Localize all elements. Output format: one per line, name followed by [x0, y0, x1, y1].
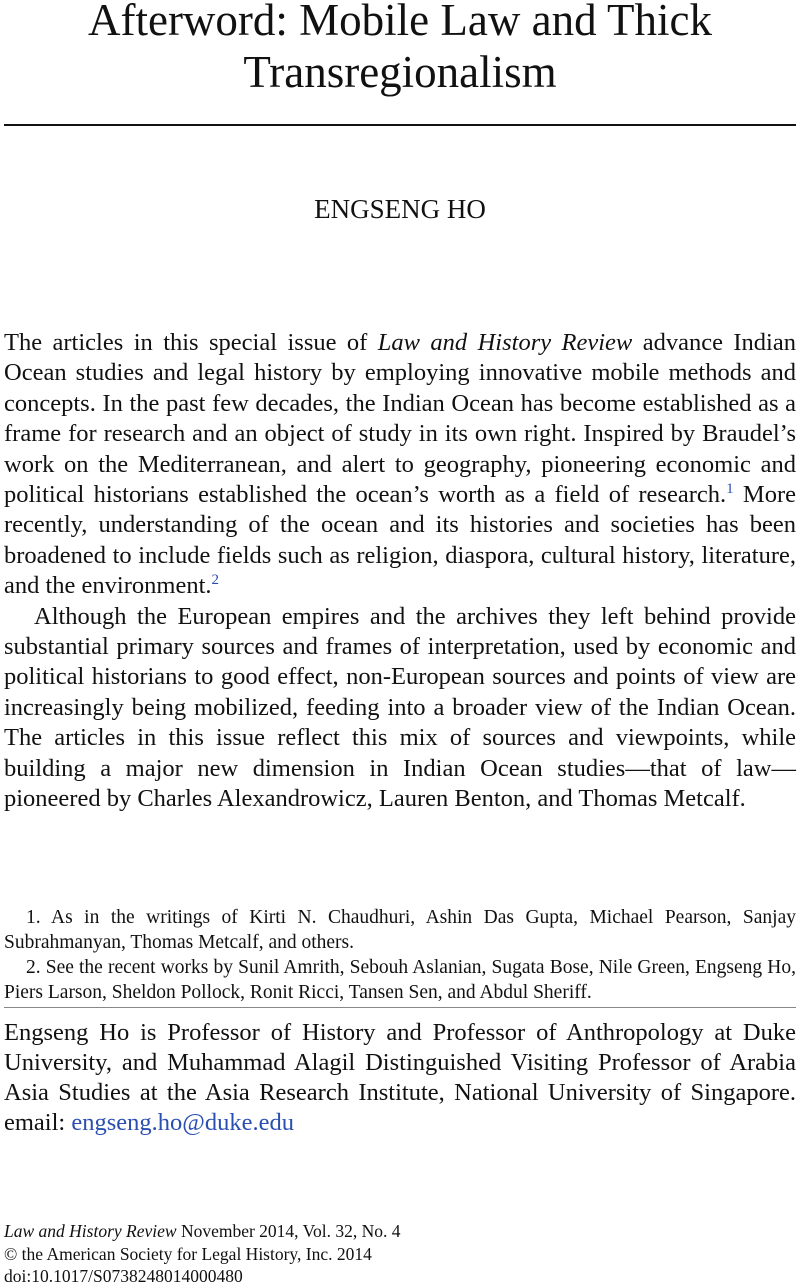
journal-info [4, 1220, 796, 1288]
email-label: email: [4, 1109, 66, 1136]
footnotes [4, 905, 796, 1005]
paragraph-1 [4, 328, 796, 602]
article-body [4, 328, 796, 815]
title-divider [4, 124, 796, 126]
footnote-ref-1[interactable]: 1 [726, 481, 734, 498]
doi-line[interactable]: doi:10.1017/S0738248014000480 [4, 1266, 243, 1286]
journal-name: Law and History Review [4, 1221, 177, 1241]
author-bio [4, 1018, 796, 1138]
p1-text-c: More recently, understanding of the ocean and its histories and societies has been broadened to include fields such as religion, diaspora, cultural history, literature, and the environment. [4, 481, 796, 600]
bio-text: Engseng Ho is Professor of History and Professor of Anthropology at Duke University, and Muhammad Alagil Distinguished Visiting Professor of Arabia Asia Studies at the Asia Research Institute, National University of Singapore. [4, 1019, 796, 1106]
article-title: Afterword: Mobile Law and Thick Transregionalism [87, 0, 712, 97]
journal-title-inline: Law and History Review [377, 329, 633, 356]
p1-text-b: advance Indian Ocean studies and legal history by employing innovative mobile methods and concepts. In the past few decades, the Indian Ocean has become established as a frame for research and an object of study in its own right. Inspired by Braudel’s work on the Mediterranean, and alert to geography, pioneering economic and political historians established the ocean’s worth as a field of research. [4, 329, 796, 509]
author-name: ENGSENG HO [314, 194, 486, 224]
footnote-1: 1. As in the writings of Kirti N. Chaudhuri, Ashin Das Gupta, Michael Pearson, Sanjay Subrahmanyan, Thomas Metcalf, and others. [4, 907, 796, 953]
p1-text-a: The articles in this special issue of [4, 329, 378, 356]
email-link[interactable]: engseng.ho@duke.edu [71, 1109, 294, 1136]
journal-issue-line [4, 1220, 796, 1243]
footnote-2: 2. See the recent works by Sunil Amrith, Sebouh Aslanian, Sugata Bose, Nile Green, Engseng Ho, Piers Larson, Sheldon Pollock, Ronit Ricci, Tansen Sen, and Abdul Sheriff. [4, 957, 796, 1003]
footnote-divider [4, 1007, 796, 1008]
paragraph-2: Although the European empires and the archives they left behind provide substantial primary sources and frames of interpretation, used by economic and political historians to good effect, non-European sources and points of view are increasingly being mobilized, feeding into a broader view of the Indian Ocean. The articles in this issue reflect this mix of sources and viewpoints, while building a major new dimension in Indian Ocean studies—that of law—pioneered by Charles Alexandrowicz, Lauren Benton, and Thomas Metcalf. [4, 602, 796, 813]
copyright-line: © the American Society for Legal History, Inc. 2014 [4, 1243, 372, 1264]
footnote-ref-2[interactable]: 2 [211, 572, 220, 589]
journal-issue: November 2014, Vol. 32, No. 4 [176, 1221, 401, 1241]
